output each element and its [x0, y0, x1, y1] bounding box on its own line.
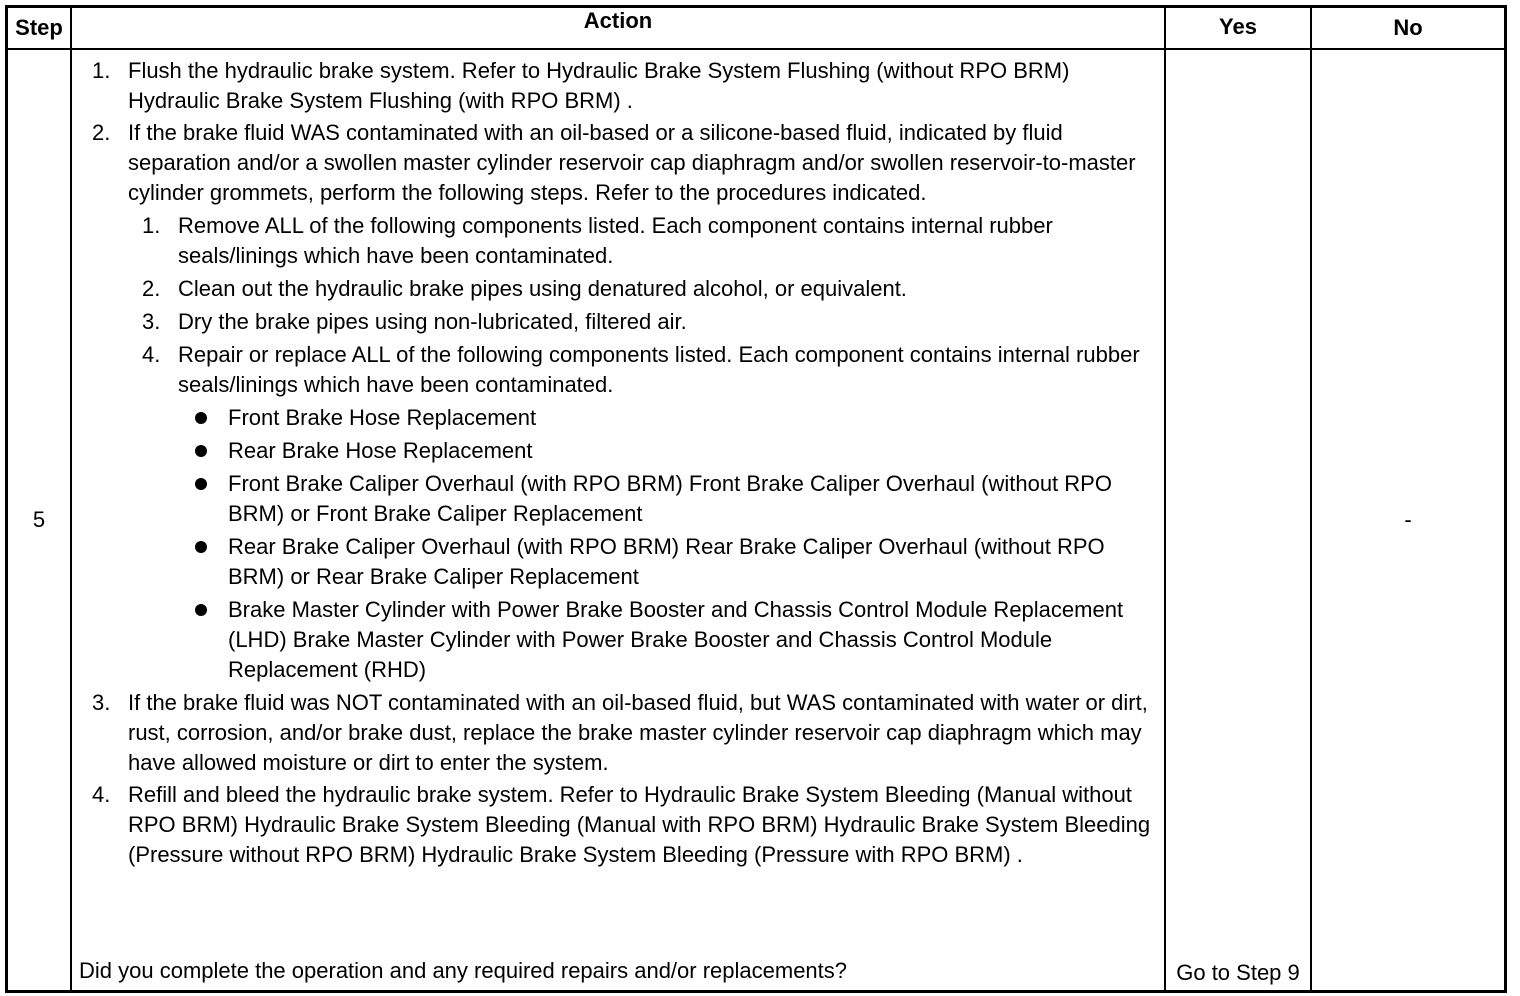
sub-list-item	[142, 274, 1164, 304]
list-item	[92, 780, 1164, 870]
header-row	[7, 7, 1506, 50]
table-row	[7, 49, 1506, 992]
header-no: No	[1311, 7, 1506, 50]
sub-list-item	[142, 211, 1164, 271]
bullet-item-text: Front Brake Hose Replacement	[228, 405, 537, 430]
bullet-item	[228, 532, 1164, 592]
list-item-number: 3.	[92, 690, 111, 715]
diagnostic-table	[5, 5, 1507, 993]
action-list	[72, 50, 1164, 870]
sub-list-item-text: Repair or replace ALL of the following components listed. Each component contains internal rubber seals/linings which have been contaminated.	[178, 342, 1140, 397]
bullet-item	[228, 469, 1164, 529]
list-item-text: Refill and bleed the hydraulic brake system. Refer to Hydraulic Brake System Bleeding (Manual without RPO BRM) Hydraulic Brake System Bleeding (Manual with RPO BRM) Hydraulic Brake System Bleeding (Pressure without RPO BRM) Hydraulic Brake System Bleeding (Pressure with RPO BRM) .	[128, 782, 1151, 867]
no-result: -	[1311, 49, 1506, 992]
bullet-item-text: Front Brake Caliper Overhaul (with RPO BRM) Front Brake Caliper Overhaul (without RPO BRM) or Front Brake Caliper Replacement	[228, 471, 1112, 526]
header-action: Action	[71, 7, 1165, 50]
step-number: 5	[7, 49, 72, 992]
sub-list-item-text: Clean out the hydraulic brake pipes using denatured alcohol, or equivalent.	[178, 276, 907, 301]
bullet-list	[178, 403, 1164, 685]
header-step: Step	[7, 7, 72, 50]
bullet-item-text: Brake Master Cylinder with Power Brake Booster and Chassis Control Module Replacement (LHD) Brake Master Cylinder with Power Brake Booster and Chassis Control Module Replacement (RHD)	[228, 597, 1124, 682]
completion-question: Did you complete the operation and any required repairs and/or replacements?	[79, 958, 848, 983]
bullet-icon	[195, 478, 207, 490]
yes-result-text: Go to Step 9	[1176, 960, 1300, 985]
list-item-text: If the brake fluid was NOT contaminated with an oil-based fluid, but WAS contaminated with water or dirt, rust, corrosion, and/or brake dust, replace the brake master cylinder reservoir cap diaphragm which may have allowed moisture or dirt to enter the system.	[128, 690, 1148, 775]
bullet-item-text: Rear Brake Hose Replacement	[228, 438, 533, 463]
action-cell	[71, 49, 1165, 992]
sub-list-item-number: 3.	[142, 309, 161, 334]
list-item	[92, 688, 1164, 778]
sub-list-item-number: 4.	[142, 342, 161, 367]
bullet-icon	[195, 604, 207, 616]
list-item-text: Flush the hydraulic brake system. Refer to Hydraulic Brake System Flushing (without RPO BRM) Hydraulic Brake System Flushing (with RPO BRM) .	[128, 58, 1070, 113]
sub-list	[128, 211, 1164, 685]
sub-list-item	[142, 307, 1164, 337]
bullet-item	[228, 436, 1164, 466]
sub-list-item-number: 1.	[142, 213, 161, 238]
bullet-icon	[195, 412, 207, 424]
list-item-number: 2.	[92, 120, 111, 145]
list-item-number: 1.	[92, 58, 111, 83]
bullet-icon	[195, 541, 207, 553]
list-item	[92, 118, 1164, 685]
bullet-item-text: Rear Brake Caliper Overhaul (with RPO BRM) Rear Brake Caliper Overhaul (without RPO BRM) or Rear Brake Caliper Replacement	[228, 534, 1105, 589]
sub-list-item-text: Remove ALL of the following components listed. Each component contains internal rubber seals/linings which have been contaminated.	[178, 213, 1053, 268]
bullet-item	[228, 595, 1164, 685]
sub-list-item-text: Dry the brake pipes using non-lubricated, filtered air.	[178, 309, 687, 334]
sub-list-item	[142, 340, 1164, 685]
list-item-text: If the brake fluid WAS contaminated with an oil-based or a silicone-based fluid, indicated by fluid separation and/or a swollen master cylinder reservoir cap diaphragm and/or swollen reservoir-to-master cylinder grommets, perform the following steps. Refer to the procedures indicated.	[128, 120, 1136, 205]
header-yes: Yes	[1165, 7, 1311, 50]
sub-list-item-number: 2.	[142, 276, 161, 301]
yes-result	[1165, 49, 1311, 992]
list-item	[92, 56, 1164, 116]
bullet-item	[228, 403, 1164, 433]
list-item-number: 4.	[92, 782, 111, 807]
bullet-icon	[195, 445, 207, 457]
